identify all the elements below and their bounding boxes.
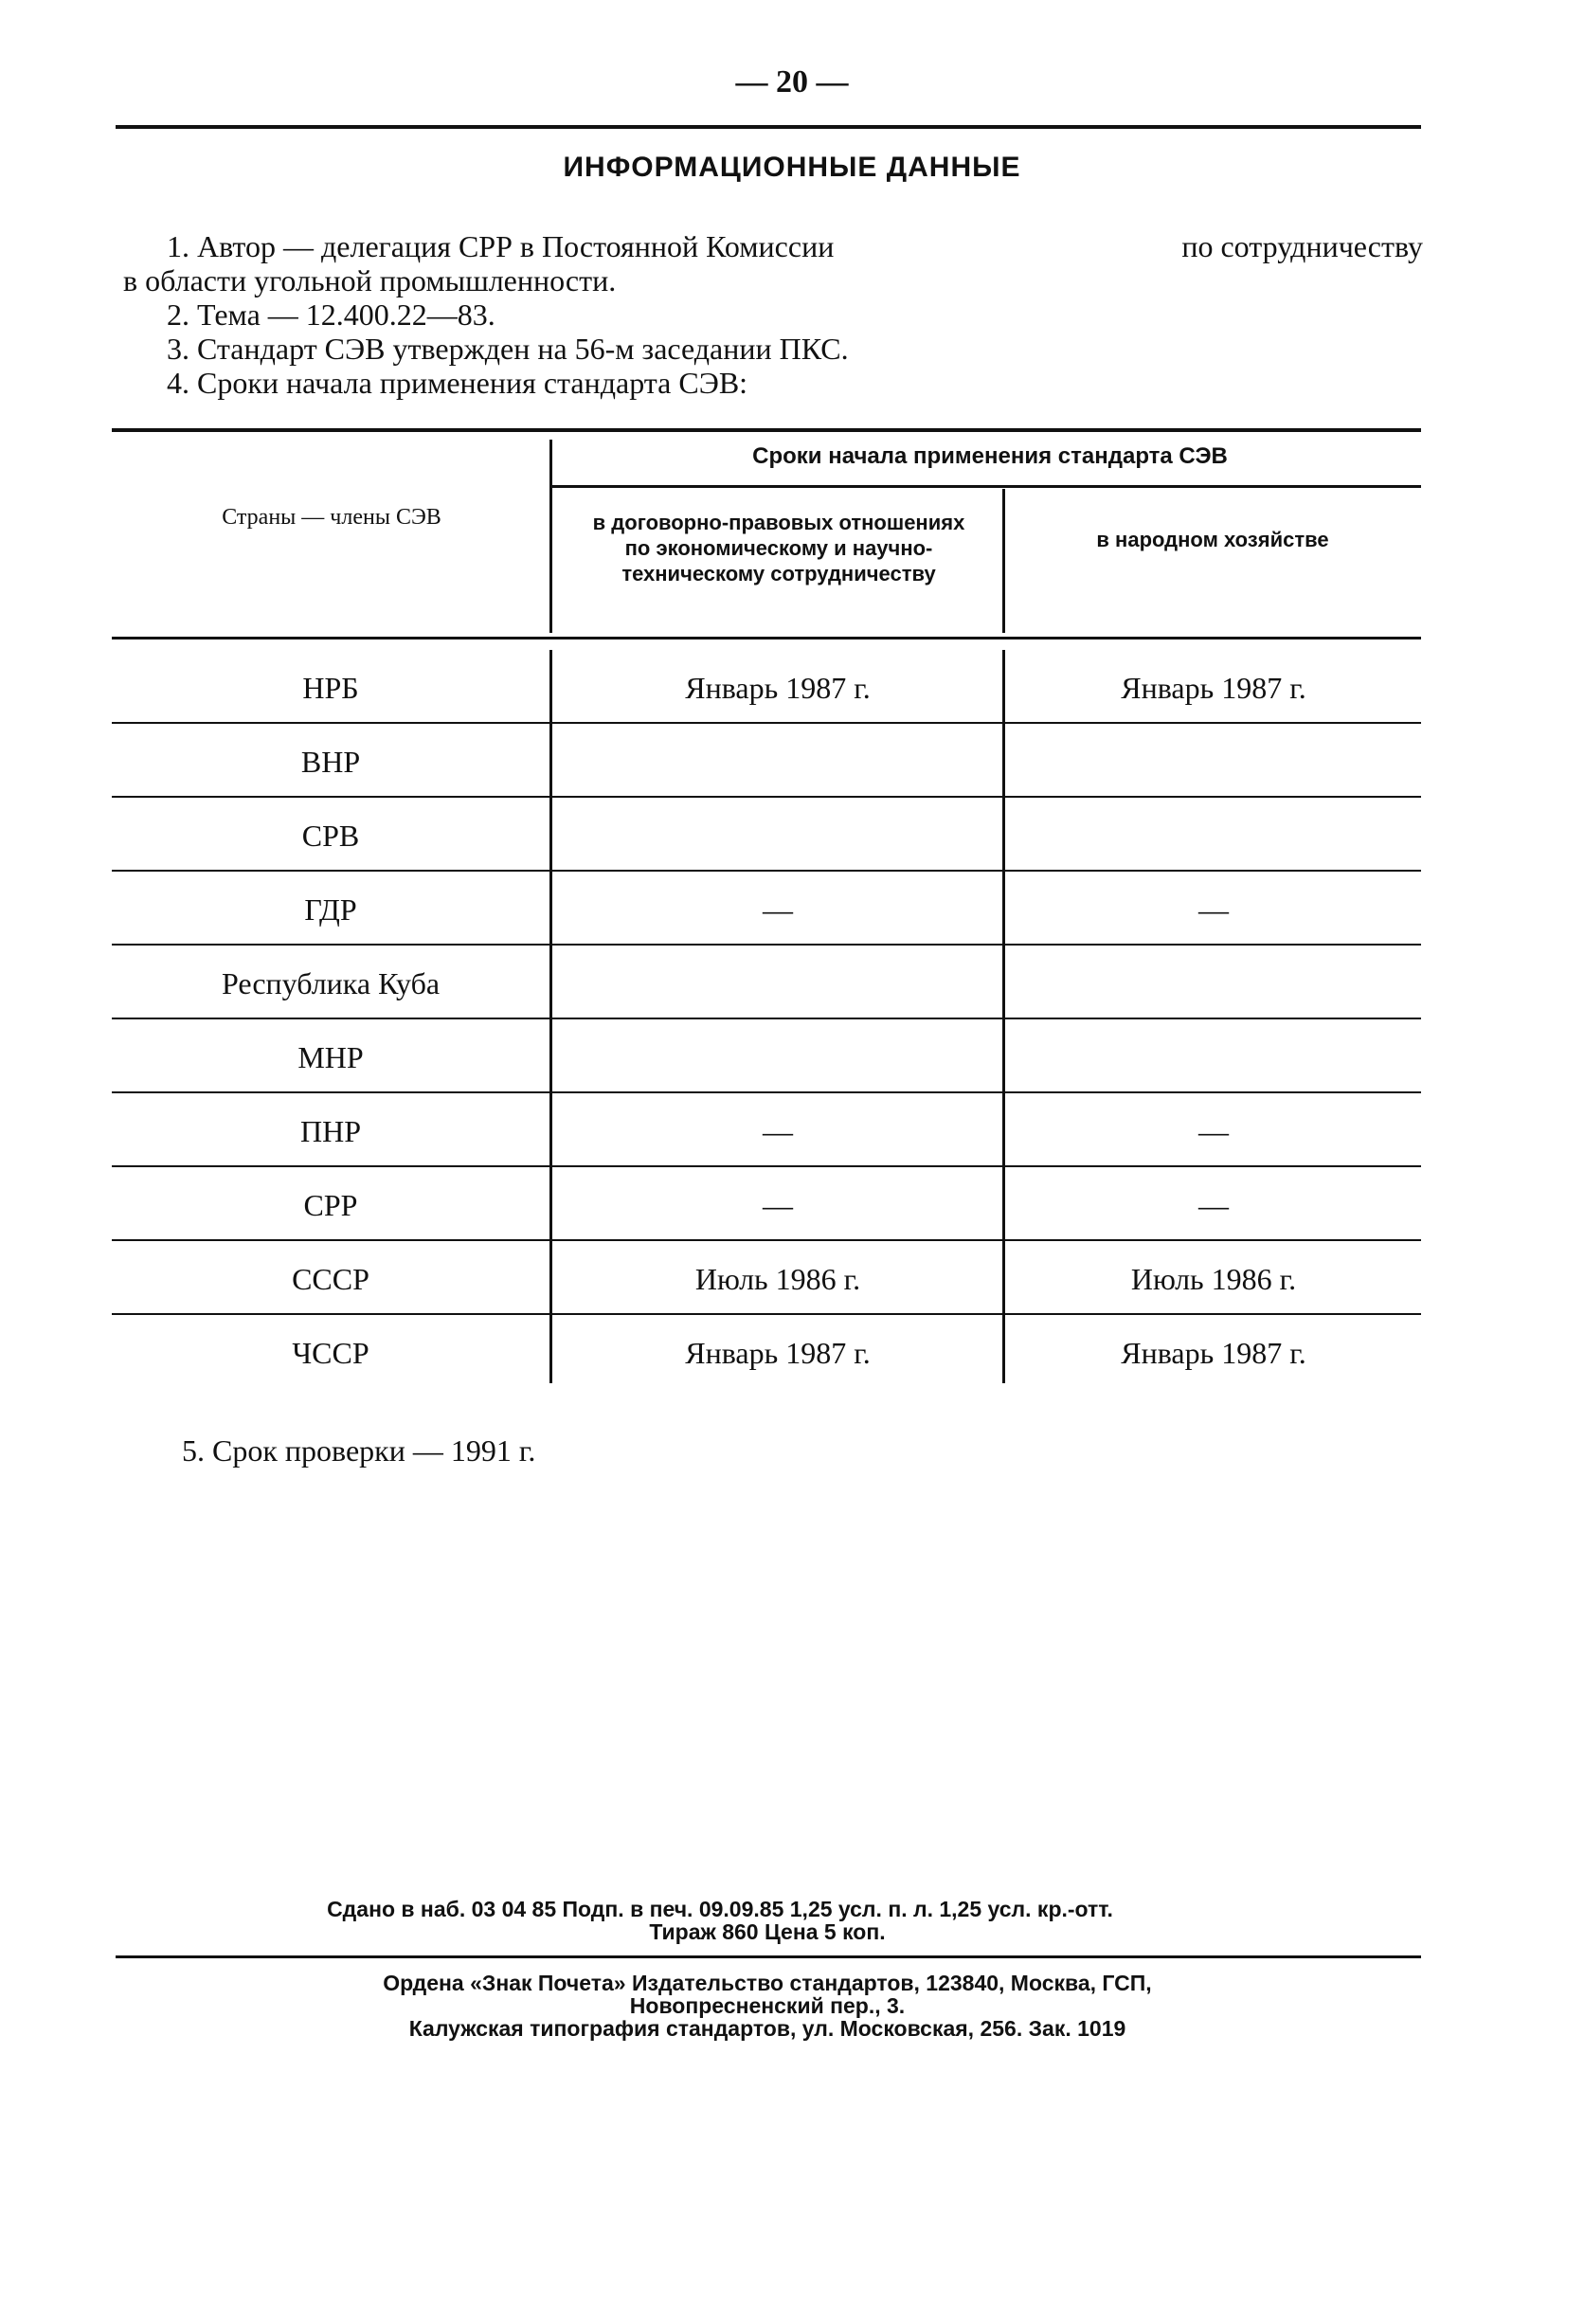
info-item-1 <box>123 229 1423 263</box>
footer-printing-house: Калужская типография стандартов, ул. Московская, 256. Зак. 1019 <box>408 2016 1126 2041</box>
info-item-3: 3. Стандарт СЭВ утвержден на 56-м заседании ПКС. <box>167 332 849 366</box>
contract-date-cell: — <box>763 892 793 927</box>
header-group: Сроки начала применения стандарта СЭВ <box>752 443 1228 469</box>
country-cell: ВНР <box>300 745 361 779</box>
table-header-inner-line <box>551 485 1421 488</box>
header-col1: в договорно-правовых отношениях по экономическому и научно-техническому сотрудничеству <box>592 511 965 586</box>
section-heading: ИНФОРМАЦИОННЫЕ ДАННЫЕ <box>563 152 1021 183</box>
country-cell: МНР <box>297 1040 364 1074</box>
footer-print-info: Сдано в наб. 03 04 85 Подп. в печ. 09.09.85 1,25 усл. п. л. 1,25 усл. кр.-отт. <box>327 1897 1113 1921</box>
country-cell: ГДР <box>304 892 357 927</box>
contract-date-cell: — <box>763 1114 793 1148</box>
table-row-divider <box>112 1239 1421 1241</box>
footer-circulation: Тираж 860 Цена 5 коп. <box>649 1919 886 1944</box>
table-header-divider-1 <box>549 440 552 633</box>
info-item-1-end: по сотрудничеству <box>1181 229 1423 263</box>
top-rule <box>116 125 1421 129</box>
country-cell: ЧССР <box>292 1336 369 1370</box>
country-cell: Республика Куба <box>221 966 441 1000</box>
header-col2: в народном хозяйстве <box>1096 528 1329 551</box>
economy-date-cell: Январь 1987 г. <box>1121 1336 1306 1370</box>
info-block <box>123 229 1423 400</box>
contract-date-cell: — <box>763 1188 793 1222</box>
country-cell: НРБ <box>302 671 359 705</box>
table-row-divider <box>112 1018 1421 1019</box>
footer-rule <box>116 1955 1421 1958</box>
table-row-divider <box>112 722 1421 724</box>
economy-date-cell: Июль 1986 г. <box>1130 1262 1297 1296</box>
info-item-1-start: 1. Автор — делегация СРР в Постоянной Комиссии <box>167 229 835 263</box>
footer-address: Новопресненский пер., 3. <box>629 1993 906 2018</box>
table-header-bottom-border <box>112 637 1421 640</box>
info-item-2: 2. Тема — 12.400.22—83. <box>167 297 495 332</box>
table-row-divider <box>112 944 1421 946</box>
table-row-divider <box>112 1313 1421 1315</box>
info-item-1-cont: в области угольной промышленности. <box>123 263 617 297</box>
table-body-divider-2 <box>1002 650 1005 1383</box>
economy-date-cell: — <box>1198 1188 1229 1222</box>
table-row-divider <box>112 1165 1421 1167</box>
table-row-divider <box>112 796 1421 798</box>
economy-date-cell: — <box>1198 1114 1229 1148</box>
info-item-4: 4. Сроки начала применения стандарта СЭВ: <box>167 366 748 400</box>
contract-date-cell: Январь 1987 г. <box>685 1336 871 1370</box>
contract-date-cell: Июль 1986 г. <box>694 1262 861 1296</box>
page-number: — 20 — <box>735 64 849 99</box>
header-countries: Страны — члены СЭВ <box>222 505 441 530</box>
country-cell: ПНР <box>299 1114 361 1148</box>
country-cell: СРВ <box>301 819 360 853</box>
country-cell: СРР <box>303 1188 358 1222</box>
footer-publisher: Ордена «Знак Почета» Издательство стандартов, 123840, Москва, ГСП, <box>383 1971 1152 1995</box>
economy-date-cell: — <box>1198 892 1229 927</box>
economy-date-cell: Январь 1987 г. <box>1121 671 1306 705</box>
table-top-border <box>112 428 1421 432</box>
table-body-divider-1 <box>549 650 552 1383</box>
contract-date-cell: Январь 1987 г. <box>685 671 871 705</box>
country-cell: СССР <box>292 1262 369 1296</box>
table-row-divider <box>112 870 1421 872</box>
table-header-divider-2 <box>1002 489 1005 633</box>
table-row-divider <box>112 1091 1421 1093</box>
info-item-5: 5. Срок проверки — 1991 г. <box>182 1433 536 1468</box>
